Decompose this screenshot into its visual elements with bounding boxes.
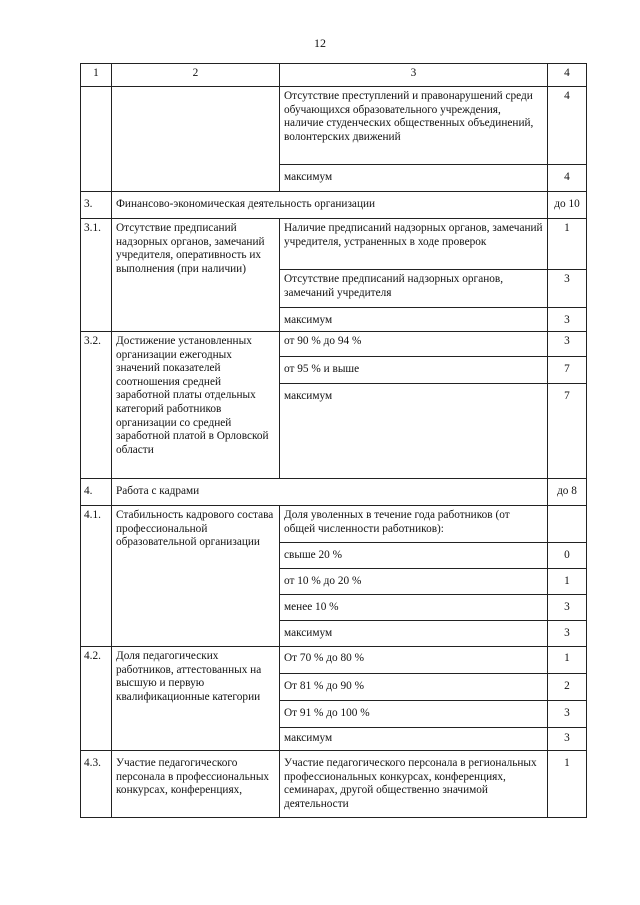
indicator-cell: Отсутствие предписаний надзорных органов, замечаний учредителя, оперативность их выполнения (при наличии)	[112, 219, 280, 332]
table-row	[81, 332, 587, 357]
table-row	[81, 647, 587, 674]
points-cell: 3	[548, 595, 587, 621]
points-cell: 2	[548, 674, 587, 701]
points-cell: 3	[548, 621, 587, 647]
criterion-cell: от 95 % и выше	[280, 357, 548, 384]
points-cell: 1	[548, 569, 587, 595]
indicator-cell	[112, 87, 280, 192]
num-cell: 4.	[81, 479, 112, 506]
section-title-cell: Финансово-экономическая деятельность организации	[112, 192, 548, 219]
points-cell: 3	[548, 332, 587, 357]
num-cell	[81, 87, 112, 192]
criterion-cell: Участие педагогического персонала в региональных профессиональных конкурсах, конференциях, семинарах, другой общественно значимой деятельности	[280, 751, 548, 818]
max-label-cell: максимум	[280, 165, 548, 192]
points-cell: 0	[548, 543, 587, 569]
points-cell: 3	[548, 270, 587, 308]
max-label-cell: максимум	[280, 308, 548, 332]
header-cell: 1	[81, 64, 112, 87]
points-cell: 1	[548, 647, 587, 674]
criterion-cell: Отсутствие предписаний надзорных органов, замечаний учредителя	[280, 270, 548, 308]
points-cell: 3	[548, 701, 587, 728]
indicator-cell: Достижение установленных организации ежегодных значений показателей соотношения средней заработной платы отдельных категорий работников организации со средней заработной платой в Орловской области	[112, 332, 280, 479]
header-cell: 3	[280, 64, 548, 87]
points-cell: 7	[548, 357, 587, 384]
table-row	[81, 219, 587, 270]
section-row	[81, 192, 587, 219]
points-cell: 4	[548, 165, 587, 192]
points-cell: 1	[548, 219, 587, 270]
num-cell: 4.2.	[81, 647, 112, 751]
criterion-cell: От 81 % до 90 %	[280, 674, 548, 701]
table-row	[81, 751, 587, 818]
criterion-cell: от 90 % до 94 %	[280, 332, 548, 357]
num-cell: 3.	[81, 192, 112, 219]
criterion-cell: свыше 20 %	[280, 543, 548, 569]
header-cell: 4	[548, 64, 587, 87]
max-label-cell: максимум	[280, 728, 548, 751]
points-cell	[548, 506, 587, 543]
num-cell: 3.2.	[81, 332, 112, 479]
points-cell: 7	[548, 384, 587, 479]
points-cell: 3	[548, 728, 587, 751]
criterion-cell: менее 10 %	[280, 595, 548, 621]
indicator-cell: Участие педагогического персонала в профессиональных конкурсах, конференциях,	[112, 751, 280, 818]
max-label-cell: максимум	[280, 384, 548, 479]
indicator-cell: Доля педагогических работников, аттестованных на высшую и первую квалификационные категории	[112, 647, 280, 751]
table-row	[81, 87, 587, 165]
indicator-cell: Стабильность кадрового состава профессиональной образовательной организации	[112, 506, 280, 647]
criterion-cell: Отсутствие преступлений и правонарушений среди обучающихся образовательного учреждения, наличие студенческих общественных объединений, волонтерских движений	[280, 87, 548, 165]
section-row	[81, 479, 587, 506]
section-title-cell: Работа с кадрами	[112, 479, 548, 506]
points-cell: до 8	[548, 479, 587, 506]
criterion-cell: Доля уволенных в течение года работников (от общей численности работников):	[280, 506, 548, 543]
num-cell: 4.1.	[81, 506, 112, 647]
num-cell: 3.1.	[81, 219, 112, 332]
page-number: 12	[314, 36, 326, 50]
max-label-cell: максимум	[280, 621, 548, 647]
criterion-cell: Наличие предписаний надзорных органов, замечаний учредителя, устраненных в ходе проверок	[280, 219, 548, 270]
table-row	[81, 506, 587, 543]
points-cell: до 10	[548, 192, 587, 219]
criteria-table	[80, 63, 587, 818]
table-header-row	[81, 64, 587, 87]
points-cell: 4	[548, 87, 587, 165]
num-cell: 4.3.	[81, 751, 112, 818]
header-cell: 2	[112, 64, 280, 87]
points-cell: 3	[548, 308, 587, 332]
criterion-cell: От 91 % до 100 %	[280, 701, 548, 728]
points-cell: 1	[548, 751, 587, 818]
criterion-cell: от 10 % до 20 %	[280, 569, 548, 595]
criterion-cell: От 70 % до 80 %	[280, 647, 548, 674]
